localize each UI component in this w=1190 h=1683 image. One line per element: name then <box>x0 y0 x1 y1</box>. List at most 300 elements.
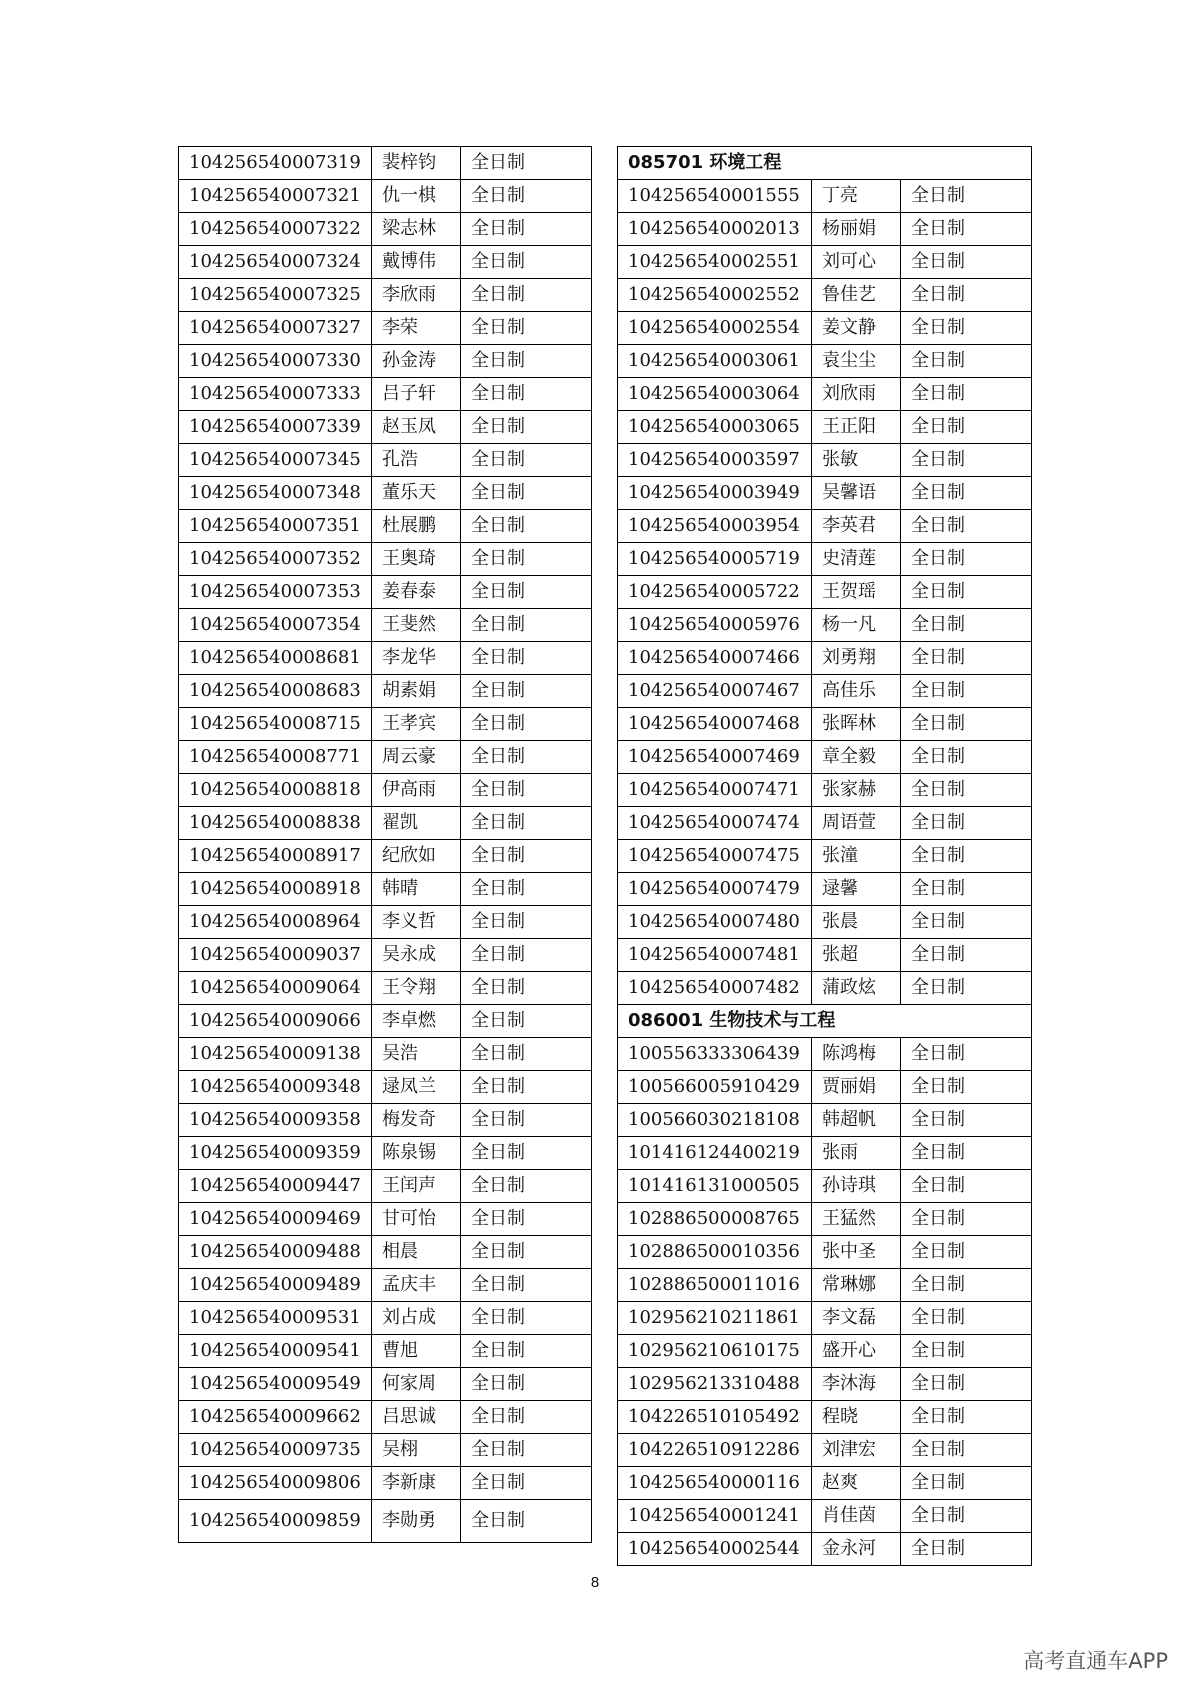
candidate-id-cell: 104256540003064 <box>618 378 812 411</box>
study-mode-cell: 全日制 <box>461 180 592 213</box>
candidate-id-cell: 104256540008681 <box>179 642 372 675</box>
table-row <box>618 1071 1032 1104</box>
candidate-id-cell: 104256540007321 <box>179 180 372 213</box>
table-row <box>618 972 1032 1005</box>
table-row <box>179 378 592 411</box>
study-mode-cell: 全日制 <box>461 312 592 345</box>
table-row <box>179 609 592 642</box>
table-row <box>179 246 592 279</box>
section-heading-row <box>618 147 1032 180</box>
candidate-name-cell: 刘欣雨 <box>812 378 901 411</box>
table-row <box>618 873 1032 906</box>
candidate-name-cell: 王闰声 <box>372 1170 461 1203</box>
watermark: 高考直通车APP <box>1023 1649 1168 1673</box>
candidate-id-cell: 104256540007475 <box>618 840 812 873</box>
study-mode-cell: 全日制 <box>461 213 592 246</box>
table-row <box>179 1500 592 1543</box>
candidate-name-cell: 孙诗琪 <box>812 1170 901 1203</box>
candidate-name-cell: 张晨 <box>812 906 901 939</box>
candidate-id-cell: 104226510105492 <box>618 1401 812 1434</box>
candidate-name-cell: 肖佳茵 <box>812 1500 901 1533</box>
candidate-id-cell: 104256540009735 <box>179 1434 372 1467</box>
study-mode-cell: 全日制 <box>461 840 592 873</box>
candidate-name-cell: 翟凯 <box>372 807 461 840</box>
candidate-name-cell: 杜展鹏 <box>372 510 461 543</box>
candidate-name-cell: 孙金涛 <box>372 345 461 378</box>
candidate-id-cell: 104256540009348 <box>179 1071 372 1104</box>
candidate-name-cell: 高佳乐 <box>812 675 901 708</box>
table-row <box>618 939 1032 972</box>
candidate-name-cell: 纪欣如 <box>372 840 461 873</box>
candidate-id-cell: 104256540009037 <box>179 939 372 972</box>
study-mode-cell: 全日制 <box>461 1467 592 1500</box>
study-mode-cell: 全日制 <box>461 543 592 576</box>
table-row <box>179 1203 592 1236</box>
candidate-id-cell: 104256540007471 <box>618 774 812 807</box>
candidate-name-cell: 梅发奇 <box>372 1104 461 1137</box>
candidate-name-cell: 李英君 <box>812 510 901 543</box>
study-mode-cell: 全日制 <box>461 1071 592 1104</box>
study-mode-cell: 全日制 <box>461 345 592 378</box>
candidate-name-cell: 裴梓钧 <box>372 147 461 180</box>
candidate-name-cell: 杨丽娟 <box>812 213 901 246</box>
table-row <box>179 708 592 741</box>
table-row <box>179 1071 592 1104</box>
candidate-name-cell: 李荣 <box>372 312 461 345</box>
table-row <box>179 939 592 972</box>
candidate-id-cell: 104256540007482 <box>618 972 812 1005</box>
candidate-id-cell: 102886500010356 <box>618 1236 812 1269</box>
table-row <box>618 312 1032 345</box>
table-row <box>179 1368 592 1401</box>
study-mode-cell: 全日制 <box>461 1368 592 1401</box>
study-mode-cell: 全日制 <box>461 1203 592 1236</box>
candidate-id-cell: 104256540005976 <box>618 609 812 642</box>
candidate-id-cell: 104256540009064 <box>179 972 372 1005</box>
candidate-id-cell: 104256540008964 <box>179 906 372 939</box>
candidate-name-cell: 张潼 <box>812 840 901 873</box>
candidate-id-cell: 104256540002544 <box>618 1533 812 1566</box>
candidate-name-cell: 盛开心 <box>812 1335 901 1368</box>
candidate-name-cell: 李勋勇 <box>372 1500 461 1543</box>
candidate-id-cell: 104256540007325 <box>179 279 372 312</box>
study-mode-cell: 全日制 <box>461 1236 592 1269</box>
candidate-name-cell: 袁尘尘 <box>812 345 901 378</box>
study-mode-cell: 全日制 <box>901 444 1032 477</box>
candidate-name-cell: 李欣雨 <box>372 279 461 312</box>
candidate-id-cell: 104256540008771 <box>179 741 372 774</box>
candidate-id-cell: 104256540009359 <box>179 1137 372 1170</box>
study-mode-cell: 全日制 <box>901 675 1032 708</box>
table-row <box>179 906 592 939</box>
table-row <box>618 609 1032 642</box>
study-mode-cell: 全日制 <box>901 972 1032 1005</box>
candidate-id-cell: 104256540007324 <box>179 246 372 279</box>
candidate-id-cell: 104256540009859 <box>179 1500 372 1543</box>
study-mode-cell: 全日制 <box>901 1104 1032 1137</box>
study-mode-cell: 全日制 <box>901 741 1032 774</box>
table-row <box>618 1335 1032 1368</box>
study-mode-cell: 全日制 <box>461 873 592 906</box>
candidate-id-cell: 104256540009066 <box>179 1005 372 1038</box>
candidate-id-cell: 104256540007319 <box>179 147 372 180</box>
candidate-name-cell: 赵爽 <box>812 1467 901 1500</box>
table-row <box>618 1434 1032 1467</box>
study-mode-cell: 全日制 <box>461 1137 592 1170</box>
table-row <box>179 1104 592 1137</box>
table-row <box>179 444 592 477</box>
table-row <box>618 840 1032 873</box>
section-heading: 085701 环境工程 <box>618 147 1032 180</box>
study-mode-cell: 全日制 <box>461 477 592 510</box>
study-mode-cell: 全日制 <box>461 906 592 939</box>
candidate-name-cell: 陈鸿梅 <box>812 1038 901 1071</box>
study-mode-cell: 全日制 <box>901 840 1032 873</box>
admission-list-right <box>617 146 1032 1566</box>
candidate-name-cell: 姜文静 <box>812 312 901 345</box>
candidate-name-cell: 蒲政炫 <box>812 972 901 1005</box>
study-mode-cell: 全日制 <box>901 1368 1032 1401</box>
table-row <box>179 1005 592 1038</box>
candidate-id-cell: 104256540008818 <box>179 774 372 807</box>
candidate-id-cell: 104256540001555 <box>618 180 812 213</box>
candidate-id-cell: 104256540009531 <box>179 1302 372 1335</box>
study-mode-cell: 全日制 <box>461 279 592 312</box>
study-mode-cell: 全日制 <box>461 1005 592 1038</box>
table-row <box>618 675 1032 708</box>
table-row <box>618 741 1032 774</box>
study-mode-cell: 全日制 <box>901 1137 1032 1170</box>
table-row <box>618 279 1032 312</box>
candidate-id-cell: 104256540003065 <box>618 411 812 444</box>
candidate-name-cell: 伊高雨 <box>372 774 461 807</box>
page-number: 8 <box>590 1574 600 1591</box>
study-mode-cell: 全日制 <box>901 1533 1032 1566</box>
candidate-id-cell: 104256540007468 <box>618 708 812 741</box>
admission-list-left <box>178 146 592 1543</box>
candidate-name-cell: 相晨 <box>372 1236 461 1269</box>
candidate-id-cell: 104256540002013 <box>618 213 812 246</box>
table-row <box>618 1269 1032 1302</box>
candidate-id-cell: 104226510912286 <box>618 1434 812 1467</box>
study-mode-cell: 全日制 <box>461 1269 592 1302</box>
study-mode-cell: 全日制 <box>461 1335 592 1368</box>
study-mode-cell: 全日制 <box>461 807 592 840</box>
candidate-id-cell: 104256540007353 <box>179 576 372 609</box>
study-mode-cell: 全日制 <box>901 906 1032 939</box>
study-mode-cell: 全日制 <box>901 1467 1032 1500</box>
study-mode-cell: 全日制 <box>461 609 592 642</box>
candidate-name-cell: 周语萱 <box>812 807 901 840</box>
candidate-name-cell: 李义哲 <box>372 906 461 939</box>
candidate-id-cell: 104256540007330 <box>179 345 372 378</box>
study-mode-cell: 全日制 <box>901 345 1032 378</box>
candidate-id-cell: 102886500011016 <box>618 1269 812 1302</box>
candidate-name-cell: 李新康 <box>372 1467 461 1500</box>
table-row <box>618 246 1032 279</box>
candidate-name-cell: 逯馨 <box>812 873 901 906</box>
candidate-id-cell: 104256540003949 <box>618 477 812 510</box>
table-row <box>618 1038 1032 1071</box>
table-row <box>618 510 1032 543</box>
study-mode-cell: 全日制 <box>901 510 1032 543</box>
table-row <box>179 279 592 312</box>
candidate-id-cell: 104256540008715 <box>179 708 372 741</box>
study-mode-cell: 全日制 <box>901 246 1032 279</box>
study-mode-cell: 全日制 <box>901 576 1032 609</box>
table-row <box>618 576 1032 609</box>
candidate-name-cell: 章全毅 <box>812 741 901 774</box>
table-row <box>179 543 592 576</box>
candidate-name-cell: 李沐海 <box>812 1368 901 1401</box>
candidate-name-cell: 孔浩 <box>372 444 461 477</box>
candidate-id-cell: 104256540005722 <box>618 576 812 609</box>
candidate-name-cell: 董乐天 <box>372 477 461 510</box>
candidate-name-cell: 仇一棋 <box>372 180 461 213</box>
candidate-name-cell: 金永河 <box>812 1533 901 1566</box>
study-mode-cell: 全日制 <box>901 807 1032 840</box>
candidate-id-cell: 104256540007333 <box>179 378 372 411</box>
table-row <box>179 807 592 840</box>
candidate-name-cell: 吴浩 <box>372 1038 461 1071</box>
table-row <box>618 1137 1032 1170</box>
study-mode-cell: 全日制 <box>461 411 592 444</box>
candidate-id-cell: 104256540009541 <box>179 1335 372 1368</box>
study-mode-cell: 全日制 <box>461 708 592 741</box>
table-row <box>618 774 1032 807</box>
candidate-id-cell: 104256540007345 <box>179 444 372 477</box>
table-row <box>179 1137 592 1170</box>
candidate-id-cell: 104256540007474 <box>618 807 812 840</box>
candidate-name-cell: 刘勇翔 <box>812 642 901 675</box>
table-row <box>179 576 592 609</box>
candidate-id-cell: 104256540009662 <box>179 1401 372 1434</box>
candidate-name-cell: 赵玉凤 <box>372 411 461 444</box>
study-mode-cell: 全日制 <box>461 741 592 774</box>
candidate-name-cell: 李卓燃 <box>372 1005 461 1038</box>
candidate-name-cell: 吴栩 <box>372 1434 461 1467</box>
candidate-name-cell: 韩超帆 <box>812 1104 901 1137</box>
candidate-name-cell: 陈泉锡 <box>372 1137 461 1170</box>
candidate-name-cell: 韩晴 <box>372 873 461 906</box>
study-mode-cell: 全日制 <box>901 1401 1032 1434</box>
candidate-id-cell: 102956210211861 <box>618 1302 812 1335</box>
candidate-id-cell: 104256540007339 <box>179 411 372 444</box>
table-row <box>179 741 592 774</box>
table-row <box>179 840 592 873</box>
study-mode-cell: 全日制 <box>461 1302 592 1335</box>
candidate-id-cell: 104256540002551 <box>618 246 812 279</box>
table-row <box>179 1170 592 1203</box>
candidate-id-cell: 104256540002554 <box>618 312 812 345</box>
candidate-id-cell: 102886500008765 <box>618 1203 812 1236</box>
table-row <box>618 708 1032 741</box>
candidate-id-cell: 101416131000505 <box>618 1170 812 1203</box>
candidate-name-cell: 张超 <box>812 939 901 972</box>
candidate-name-cell: 杨一凡 <box>812 609 901 642</box>
study-mode-cell: 全日制 <box>901 708 1032 741</box>
candidate-id-cell: 104256540007467 <box>618 675 812 708</box>
candidate-name-cell: 吴馨语 <box>812 477 901 510</box>
candidate-id-cell: 104256540003954 <box>618 510 812 543</box>
table-row <box>179 213 592 246</box>
candidate-name-cell: 丁亮 <box>812 180 901 213</box>
table-row <box>618 1533 1032 1566</box>
table-row <box>618 807 1032 840</box>
study-mode-cell: 全日制 <box>461 939 592 972</box>
table-row <box>618 543 1032 576</box>
study-mode-cell: 全日制 <box>461 1401 592 1434</box>
candidate-name-cell: 周云豪 <box>372 741 461 774</box>
candidate-name-cell: 王斐然 <box>372 609 461 642</box>
table-row <box>179 1434 592 1467</box>
study-mode-cell: 全日制 <box>901 1071 1032 1104</box>
table-row <box>179 147 592 180</box>
table-row <box>618 411 1032 444</box>
table-row <box>618 180 1032 213</box>
study-mode-cell: 全日制 <box>901 1335 1032 1368</box>
table-row <box>179 972 592 1005</box>
table-row <box>179 1236 592 1269</box>
study-mode-cell: 全日制 <box>901 279 1032 312</box>
candidate-id-cell: 104256540009358 <box>179 1104 372 1137</box>
study-mode-cell: 全日制 <box>901 543 1032 576</box>
candidate-name-cell: 张中圣 <box>812 1236 901 1269</box>
table-row <box>179 477 592 510</box>
candidate-name-cell: 王令翔 <box>372 972 461 1005</box>
candidate-id-cell: 104256540002552 <box>618 279 812 312</box>
study-mode-cell: 全日制 <box>901 1038 1032 1071</box>
candidate-id-cell: 101416124400219 <box>618 1137 812 1170</box>
candidate-name-cell: 王孝宾 <box>372 708 461 741</box>
study-mode-cell: 全日制 <box>901 477 1032 510</box>
table-row <box>618 1203 1032 1236</box>
study-mode-cell: 全日制 <box>461 147 592 180</box>
table-row <box>179 1302 592 1335</box>
study-mode-cell: 全日制 <box>461 444 592 477</box>
study-mode-cell: 全日制 <box>461 510 592 543</box>
study-mode-cell: 全日制 <box>461 1170 592 1203</box>
candidate-name-cell: 梁志林 <box>372 213 461 246</box>
table-row <box>179 774 592 807</box>
table-row <box>618 477 1032 510</box>
candidate-id-cell: 100566005910429 <box>618 1071 812 1104</box>
table-row <box>618 1368 1032 1401</box>
candidate-name-cell: 鲁佳艺 <box>812 279 901 312</box>
candidate-id-cell: 104256540000116 <box>618 1467 812 1500</box>
candidate-id-cell: 104256540008683 <box>179 675 372 708</box>
study-mode-cell: 全日制 <box>461 1104 592 1137</box>
study-mode-cell: 全日制 <box>901 939 1032 972</box>
table-row <box>618 1467 1032 1500</box>
candidate-id-cell: 104256540007352 <box>179 543 372 576</box>
candidate-name-cell: 李龙华 <box>372 642 461 675</box>
study-mode-cell: 全日制 <box>901 1434 1032 1467</box>
study-mode-cell: 全日制 <box>901 1170 1032 1203</box>
table-row <box>618 213 1032 246</box>
candidate-id-cell: 104256540009806 <box>179 1467 372 1500</box>
table-row <box>179 1038 592 1071</box>
candidate-name-cell: 王正阳 <box>812 411 901 444</box>
candidate-id-cell: 104256540009447 <box>179 1170 372 1203</box>
study-mode-cell: 全日制 <box>901 312 1032 345</box>
candidate-id-cell: 104256540007469 <box>618 741 812 774</box>
table-row <box>179 1467 592 1500</box>
study-mode-cell: 全日制 <box>901 1269 1032 1302</box>
candidate-name-cell: 刘可心 <box>812 246 901 279</box>
table-row <box>179 1269 592 1302</box>
section-heading: 086001 生物技术与工程 <box>618 1005 1032 1038</box>
study-mode-cell: 全日制 <box>901 609 1032 642</box>
study-mode-cell: 全日制 <box>901 642 1032 675</box>
table-row <box>179 312 592 345</box>
candidate-id-cell: 104256540007480 <box>618 906 812 939</box>
study-mode-cell: 全日制 <box>901 1302 1032 1335</box>
study-mode-cell: 全日制 <box>461 1500 592 1543</box>
candidate-name-cell: 李文磊 <box>812 1302 901 1335</box>
table-row <box>179 411 592 444</box>
table-row <box>179 873 592 906</box>
candidate-id-cell: 104256540007354 <box>179 609 372 642</box>
study-mode-cell: 全日制 <box>461 642 592 675</box>
candidate-name-cell: 王贺瑶 <box>812 576 901 609</box>
section-heading-row <box>618 1005 1032 1038</box>
candidate-name-cell: 张家赫 <box>812 774 901 807</box>
candidate-id-cell: 100566030218108 <box>618 1104 812 1137</box>
candidate-id-cell: 104256540008918 <box>179 873 372 906</box>
candidate-id-cell: 104256540003597 <box>618 444 812 477</box>
candidate-id-cell: 100556333306439 <box>618 1038 812 1071</box>
table-row <box>179 510 592 543</box>
candidate-id-cell: 102956210610175 <box>618 1335 812 1368</box>
candidate-id-cell: 104256540003061 <box>618 345 812 378</box>
candidate-name-cell: 曹旭 <box>372 1335 461 1368</box>
candidate-name-cell: 刘津宏 <box>812 1434 901 1467</box>
study-mode-cell: 全日制 <box>901 1236 1032 1269</box>
table-row <box>618 444 1032 477</box>
candidate-id-cell: 104256540009469 <box>179 1203 372 1236</box>
study-mode-cell: 全日制 <box>901 180 1032 213</box>
candidate-id-cell: 102956213310488 <box>618 1368 812 1401</box>
table-row <box>618 1500 1032 1533</box>
study-mode-cell: 全日制 <box>461 378 592 411</box>
study-mode-cell: 全日制 <box>461 1434 592 1467</box>
candidate-id-cell: 104256540007327 <box>179 312 372 345</box>
candidate-name-cell: 吕子轩 <box>372 378 461 411</box>
candidate-id-cell: 104256540007479 <box>618 873 812 906</box>
candidate-name-cell: 逯凤兰 <box>372 1071 461 1104</box>
table-row <box>618 1104 1032 1137</box>
study-mode-cell: 全日制 <box>901 774 1032 807</box>
table-row <box>618 1170 1032 1203</box>
candidate-name-cell: 贾丽娟 <box>812 1071 901 1104</box>
study-mode-cell: 全日制 <box>461 972 592 1005</box>
candidate-name-cell: 甘可怡 <box>372 1203 461 1236</box>
table-row <box>618 1236 1032 1269</box>
study-mode-cell: 全日制 <box>461 774 592 807</box>
table-row <box>618 642 1032 675</box>
study-mode-cell: 全日制 <box>461 1038 592 1071</box>
candidate-id-cell: 104256540009489 <box>179 1269 372 1302</box>
table-row <box>179 1401 592 1434</box>
study-mode-cell: 全日制 <box>901 411 1032 444</box>
table-row <box>179 345 592 378</box>
table-row <box>179 642 592 675</box>
table-row <box>179 1335 592 1368</box>
table-row <box>179 180 592 213</box>
candidate-name-cell: 戴博伟 <box>372 246 461 279</box>
study-mode-cell: 全日制 <box>901 873 1032 906</box>
